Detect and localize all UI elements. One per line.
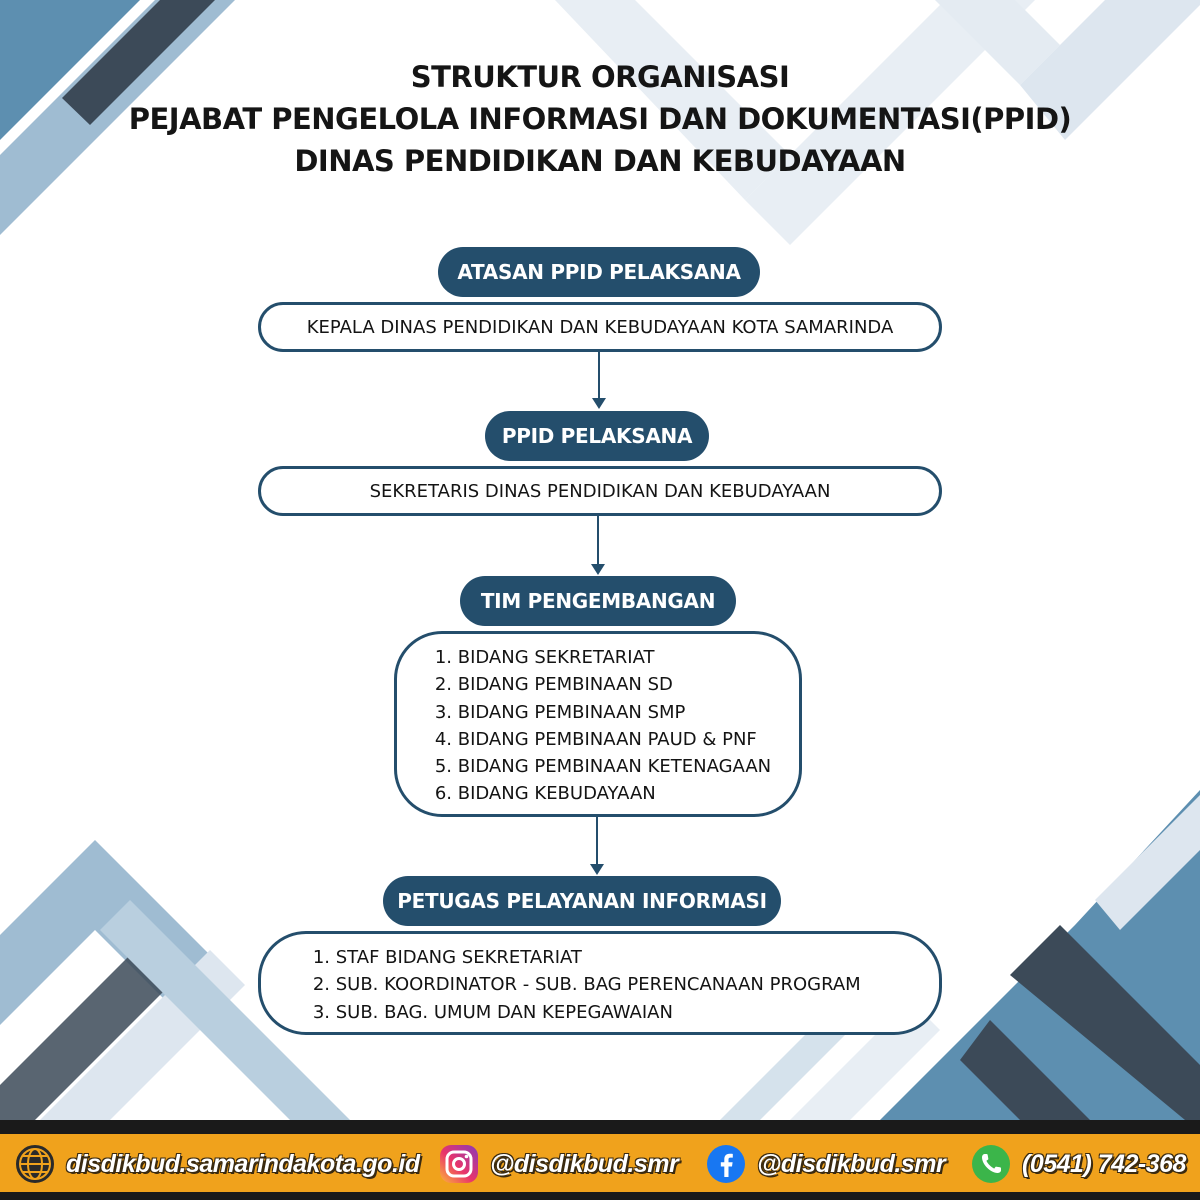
list-item: 3. SUB. BAG. UMUM DAN KEPEGAWAIAN	[312, 1001, 673, 1023]
flow-arrow-2	[597, 516, 599, 573]
flow-arrow-3	[596, 817, 598, 873]
tim-heading: TIM PENGEMBANGAN	[460, 576, 736, 626]
tim-list-box	[394, 631, 802, 817]
footer-phone[interactable]	[970, 1144, 1186, 1184]
list-item: 5. BIDANG PEMBINAAN KETENAGAAN	[434, 756, 772, 778]
list-item: 3. BIDANG PEMBINAAN SMP	[434, 701, 686, 723]
title-line-1: STRUKTUR ORGANISASI	[410, 60, 790, 94]
instagram-icon	[438, 1143, 480, 1185]
list-item: 1. BIDANG SEKRETARIAT	[434, 647, 655, 668]
list-item: 2. SUB. KOORDINATOR - SUB. BAG PERENCANAAN PROGRAM	[312, 974, 861, 996]
atasan-heading: ATASAN PPID PELAKSANA	[438, 247, 760, 297]
instagram-text: @disdikbud.smr	[490, 1149, 679, 1178]
list-item: 6. BIDANG KEBUDAYAAN	[434, 783, 656, 805]
website-text: disdikbud.samarindakota.go.id	[66, 1149, 420, 1178]
globe-icon	[14, 1143, 56, 1185]
flow-arrow-1	[598, 352, 600, 407]
tim-list	[430, 644, 799, 808]
atasan-content: KEPALA DINAS PENDIDIKAN DAN KEBUDAYAAN KOTA SAMARINDA	[258, 302, 942, 352]
footer-website[interactable]	[14, 1144, 420, 1184]
pelaksana-content: SEKRETARIS DINAS PENDIDIKAN DAN KEBUDAYAAN	[258, 466, 942, 516]
phone-icon	[970, 1143, 1012, 1185]
list-item: 1. STAF BIDANG SEKRETARIAT	[312, 947, 582, 968]
petugas-list-box	[258, 931, 942, 1035]
petugas-list	[308, 944, 939, 1026]
title-line-3: DINAS PENDIDIKAN DAN KEBUDAYAAN	[294, 144, 906, 178]
footer-facebook[interactable]	[705, 1144, 945, 1184]
pelaksana-heading: PPID PELAKSANA	[485, 411, 709, 461]
phone-text: (0541) 742-368	[1022, 1149, 1186, 1178]
footer	[0, 1120, 1200, 1200]
list-item: 2. BIDANG PEMBINAAN SD	[434, 674, 673, 696]
facebook-icon	[705, 1143, 747, 1185]
petugas-heading: PETUGAS PELAYANAN INFORMASI	[383, 876, 781, 926]
title-line-2: PEJABAT PENGELOLA INFORMASI DAN DOKUMENTASI(PPID)	[128, 102, 1072, 136]
facebook-text: @disdikbud.smr	[757, 1149, 946, 1178]
footer-instagram[interactable]	[438, 1144, 678, 1184]
list-item: 4. BIDANG PEMBINAAN PAUD & PNF	[434, 728, 757, 750]
